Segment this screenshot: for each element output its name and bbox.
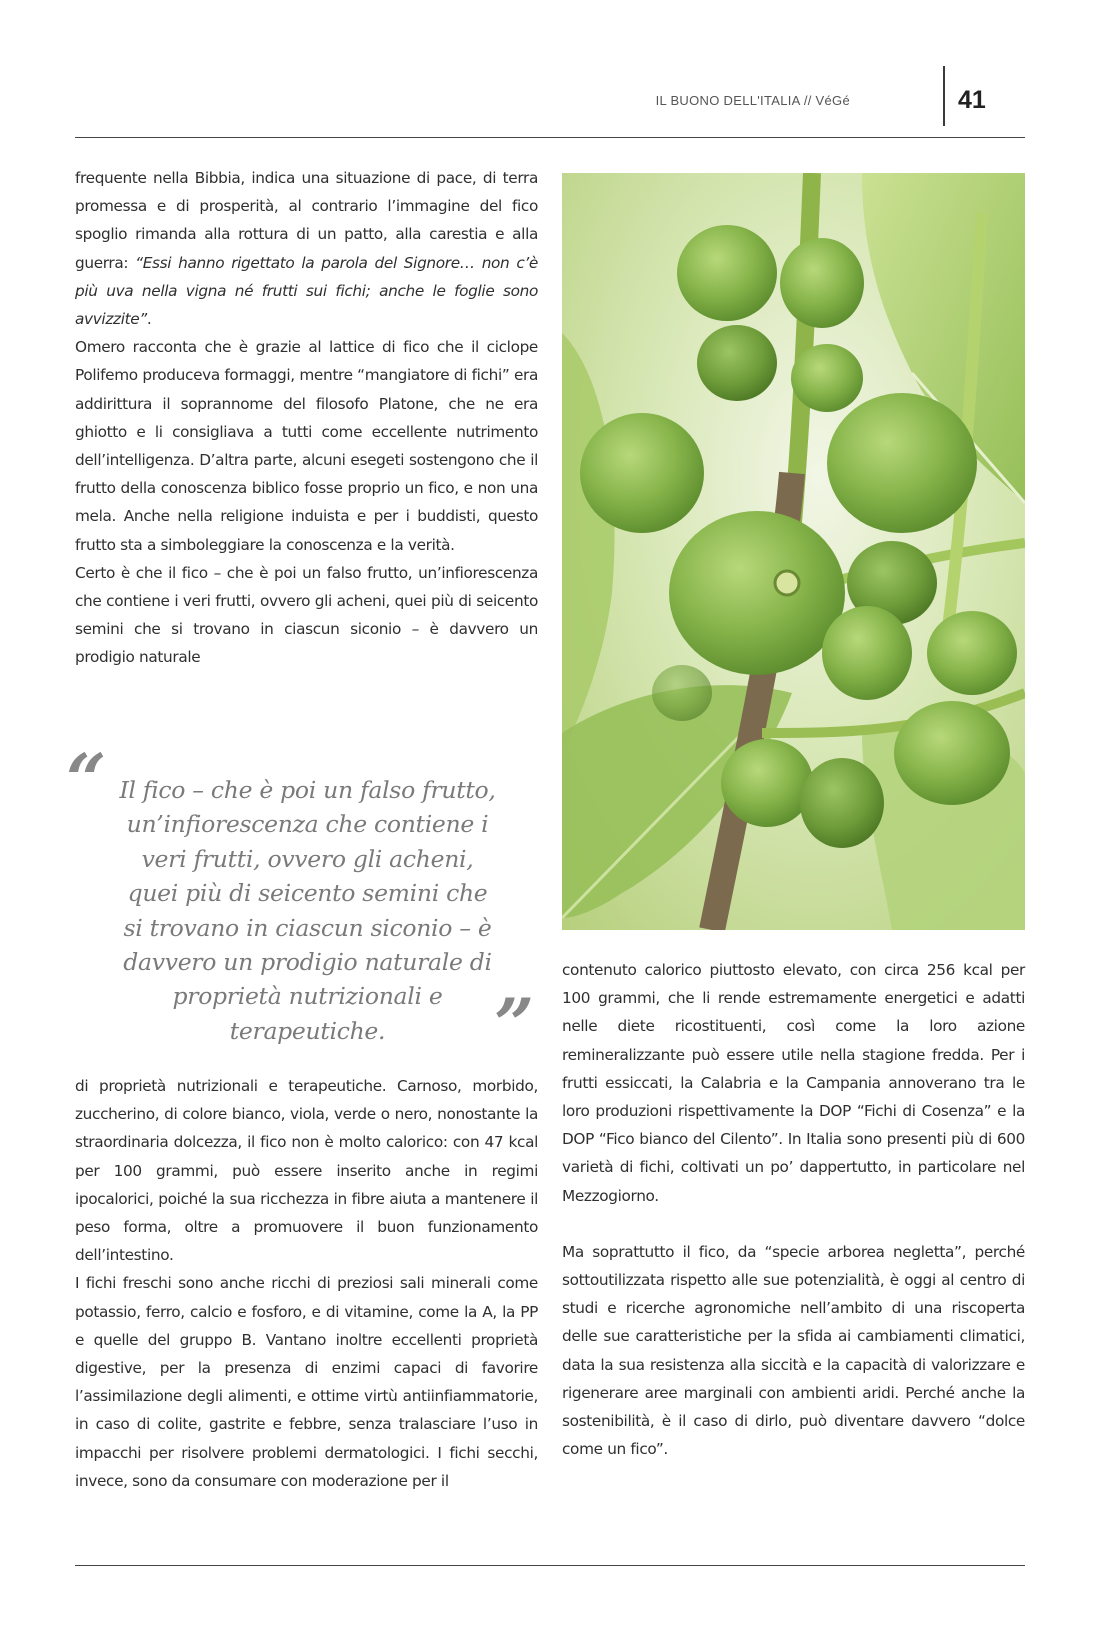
paragraph: contenuto calorico piuttosto elevato, con circa 256 kcal per 100 grammi, che li rende estremamente energetici e adatti nelle diete ricostituenti, così come la loro azione remineralizzante può essere utile nella stagione fredda. Per i frutti essiccati, la Calabria e la Campania annoverano tra le loro produzioni rispettivamente la DOP “Fichi di Cosenza” e la DOP “Fico bianco del Cilento”. In Italia sono presenti più di 600 varietà di fichi, coltivati un po’ dappertutto, in particolare nel Mezzogiorno.: [562, 961, 1025, 1205]
bible-quote: “Essi hanno rigettato la parola del Signore… non c’è più uva nella vigna né frutti sui fichi; anche le foglie sono avvizzite”: [75, 253, 538, 329]
page-number: 41: [958, 86, 986, 114]
paragraph: Certo è che il fico – che è poi un falso frutto, un’infiorescenza che contiene i veri frutti, ovvero gli acheni, quei più di seicento semini che si trovano in ciascun siconio – è davvero un prodigio naturale: [75, 563, 538, 667]
running-title: IL BUONO DELL'ITALIA // VéGé: [655, 93, 850, 108]
bottom-rule: [75, 1565, 1025, 1566]
quote-open-mark: “: [66, 738, 107, 821]
left-column-bottom: [75, 1072, 538, 1495]
text-run: frequente nella Bibbia, indica una situazione di pace, di terra promessa e di prosperità, al contrario l’immagine del fico spoglio rimanda alla rottura di un patto, alla carestia e alla guerra:: [75, 169, 538, 272]
paragraph: Ma soprattutto il fico, da “specie arborea negletta”, perché sottoutilizzata rispetto alle sue potenzialità, è oggi al centro di studi e ricerche agronomiche nell’ambito di una riscoperta delle sue caratteristiche per la sfida ai cambiamenti climatici, data la sua resistenza alla siccità e la capacità di valorizzare e rigenerare aree marginali con ambienti aridi. Perché anche la sostenibilità, è il caso di dirlo, può diventare davvero “dolce come un fico”.: [562, 1242, 1025, 1459]
paragraph: di proprietà nutrizionali e terapeutiche. Carnoso, morbido, zuccherino, di colore bianco, viola, verde o nero, nonostante la straordinaria dolcezza, il fico non è molto calorico: con 47 kcal per 100 grammi, può essere inserito anche in regimi ipocalorici, poiché la sua ricchezza in fibre aiuta a mantenere il peso forma, oltre a promuovere il buon funzionamento dell’intestino.: [75, 1077, 538, 1265]
fig-illustration: [562, 173, 1025, 930]
paragraph: I fichi freschi sono anche ricchi di preziosi sali minerali come potassio, ferro, calcio e fosforo, e di vitamine, come la A, la PP e quelle del gruppo B. Vantano inoltre eccellenti proprietà digestive, per la presenza di enzimi capaci di favorire l’assimilazione degli alimenti, e ottime virtù antiinfiammatorie, in caso di colite, gastrite e febbre, senza tralasciare l’uso in impacchi per risolvere problemi dermatologici. I fichi secchi, invece, sono da consumare con moderazione per il: [75, 1274, 538, 1490]
paragraph: [75, 164, 538, 333]
pull-quote: Il fico – che è poi un falso frutto, un’infiorescenza che contiene i veri frutti, ovvero gli acheni, quei più di seicento semini che si trovano in ciascun siconio – è davvero un prodigio naturale di proprietà nutrizionali e terapeutiche.: [119, 776, 496, 1045]
quote-close-mark: ”: [494, 983, 535, 1066]
paragraph: Omero racconta che è grazie al lattice di fico che il ciclope Polifemo produceva formaggi, mentre “mangiatore di fichi” era addirittura il soprannome del filosofo Platone, che ne era ghiotto e li consigliava a tutti come eccellente nutrimento dell’intelligenza. D’altra parte, alcuni esegeti sostengono che il frutto della conoscenza biblico fosse proprio un fico, e non una mela. Anche nella religione induista e per i buddisti, questo frutto sta a simboleggiare la conoscenza e la verità.: [75, 338, 538, 554]
right-column-bottom: [562, 956, 1025, 1463]
top-rule: [75, 137, 1025, 138]
left-column-top: [75, 164, 538, 672]
header-divider: [943, 66, 945, 126]
fig-tree-photo: [562, 173, 1025, 930]
text-run: .: [146, 310, 152, 329]
